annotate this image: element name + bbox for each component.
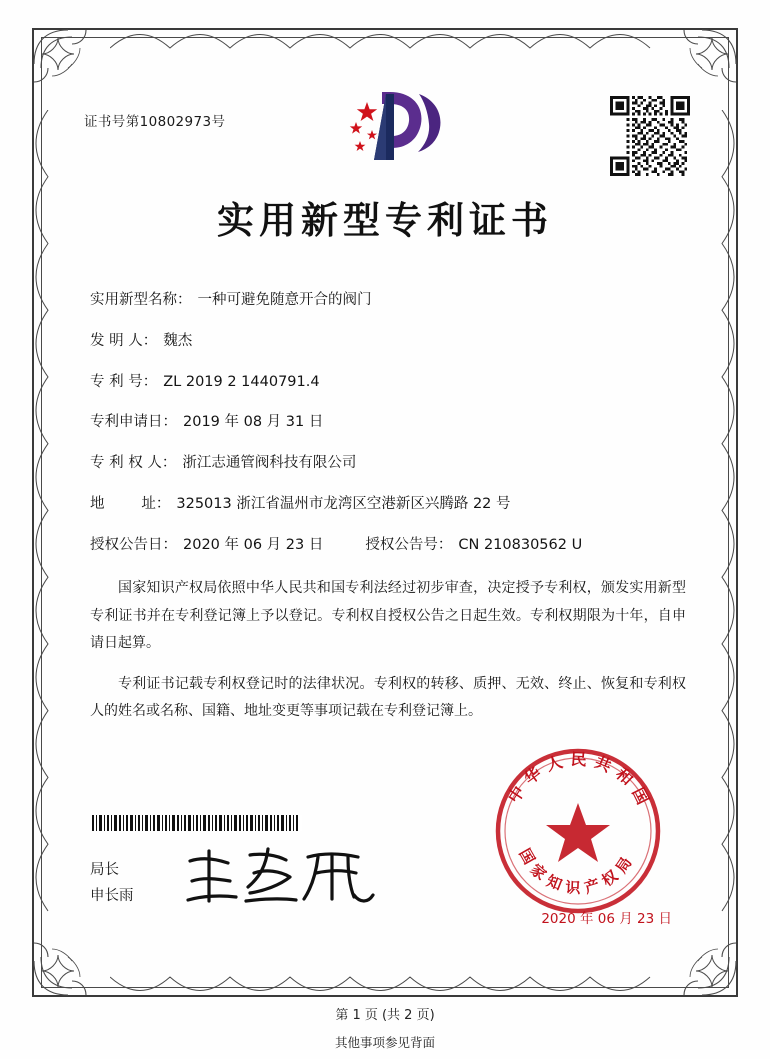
field-row-inventor <box>90 331 698 353</box>
director-label: 局长 <box>90 862 119 879</box>
field-label: 专 利 权 人： <box>90 455 177 471</box>
field-value: 一种可避免随意开合的阀门 <box>197 292 372 308</box>
paragraph-grant: 国家知识产权局依照中华人民共和国专利法经过初步审查，决定授予专利权，颁发实用新型专利证书并在专利登记簿上予以登记。专利权自授权公告之日起生效。专利权期限为十年，自申请日起算。 <box>90 580 686 651</box>
svg-text:国家知识产权局: 国家知识产权局 <box>515 845 639 898</box>
field-row-grant-announcement <box>90 535 698 557</box>
certificate-number: 证书号第10802973号 <box>84 114 226 130</box>
footer-note: 其他事项参见背面 <box>334 1035 435 1050</box>
field-value: 浙江志通管阀科技有限公司 <box>182 455 357 471</box>
field-value: ZL 2019 2 1440791.4 <box>163 373 320 390</box>
legal-text <box>62 575 708 725</box>
official-seal <box>492 745 664 917</box>
qr-code <box>610 96 690 176</box>
page-number: 第 1 页 (共 2 页) <box>335 1008 435 1023</box>
director-name: 申长雨 <box>90 887 134 904</box>
fields-list <box>62 290 708 556</box>
seal-date: 2020 年 06 月 23 日 <box>541 911 672 927</box>
paragraph-register: 专利证书记载专利权登记时的法律状况。专利权的转移、质押、无效、终止、恢复和专利权人的姓名或名称、国籍、地址变更等事项记载在专利登记簿上。 <box>90 676 686 720</box>
grant-number-label: 授权公告号： <box>365 536 453 553</box>
cnipa-logo <box>320 86 450 172</box>
certificate-content <box>62 60 708 969</box>
field-value: 2019 年 08 月 31 日 <box>183 414 324 431</box>
field-label: 专利申请日： <box>90 414 177 431</box>
field-value: 魏杰 <box>163 332 193 349</box>
grant-number-value: CN 210830562 U <box>458 536 583 553</box>
field-label: 发 明 人： <box>90 332 158 349</box>
header-row <box>62 60 708 160</box>
field-row-utility-model-name <box>90 290 698 312</box>
field-row-application-date <box>90 412 698 434</box>
grant-number-group <box>365 535 582 557</box>
field-row-patent-number <box>90 372 698 394</box>
signature-block <box>90 858 134 909</box>
grant-date-value: 2020 年 06 月 23 日 <box>183 536 324 553</box>
handwritten-signature <box>180 843 380 913</box>
field-label: 地 址： <box>90 495 171 512</box>
page-title: 实用新型专利证书 <box>217 199 553 242</box>
field-row-patentee <box>90 453 698 475</box>
field-label: 实用新型名称： <box>90 292 192 308</box>
field-value: 325013 浙江省温州市龙湾区空港新区兴腾路 22 号 <box>176 495 511 512</box>
grant-date-label: 授权公告日： <box>90 536 177 553</box>
svg-text:中华人民共和国: 中华人民共和国 <box>504 749 656 814</box>
barcode <box>92 815 302 831</box>
field-row-address <box>90 494 698 516</box>
field-label: 专 利 号： <box>90 373 158 390</box>
